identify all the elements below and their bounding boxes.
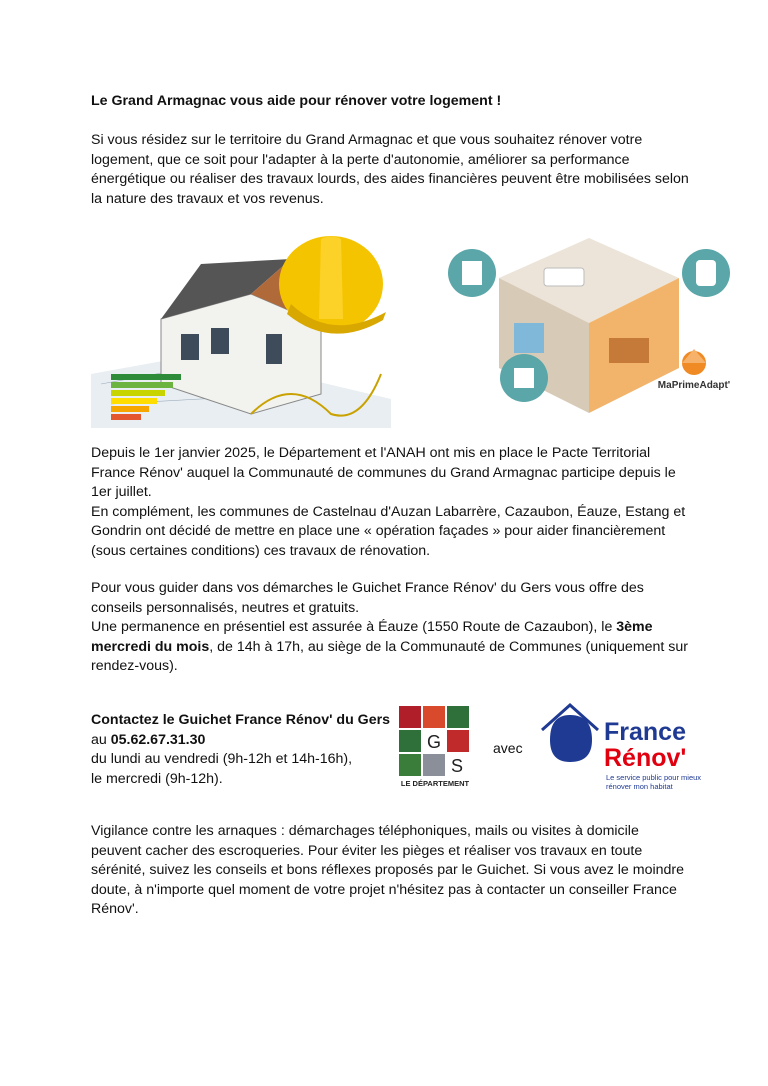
maprime-logo-text: MaPrimeAdapt' <box>657 380 731 391</box>
contact-heading: Contactez le Guichet France Rénov' du Gers <box>91 712 391 728</box>
guichet-paragraph: Pour vous guider dans vos démarches le Guichet France Rénov' du Gers vous offre des conseils personnalisés, neutres et gratuits. <box>91 580 644 616</box>
permanence-day: 3ème mercredi du mois <box>91 619 653 655</box>
pacte-paragraph: Depuis le 1er janvier 2025, le Département et l'ANAH ont mis en place le Pacte Territorial France Rénov' auquel la Communauté de communes du Grand Armagnac participe depuis le 1er juillet. <box>91 445 676 501</box>
facades-paragraph: En complément, les communes de Castelnau d'Auzan Labarrère, Cazaubon, Éauze, Estang et Gondrin ont décidé de mettre en place une « opération façades » pour aider financièrement (sous certaines conditions) ces travaux de rénovation. <box>91 503 686 559</box>
fr-logo-tagline2: rénover mon habitat <box>606 782 673 791</box>
avec-label: avec <box>493 740 523 756</box>
adapted-rooms-image <box>444 228 734 426</box>
page-title: Le Grand Armagnac vous aide pour rénover votre logement ! <box>91 93 502 109</box>
fr-logo-line1: France <box>604 718 686 746</box>
gers-logo-caption: LE DÉPARTEMENT <box>400 779 470 788</box>
fr-logo-line2: Rénov' <box>604 744 687 772</box>
intro-paragraph: Si vous résidez sur le territoire du Grand Armagnac et que vous souhaitez rénover votre logement, que ce soit pour l'adapter à la perte d'autonomie, améliorer sa performance énergétique ou réaliser des travaux lourds, des aides financières peuvent être mobilisées selon la nature des travaux et vos revenus. <box>91 132 689 207</box>
house-renovation-image <box>91 224 391 428</box>
warning-paragraph: Vigilance contre les arnaques : démarchages téléphoniques, mails ou visites à domicile peuvent cacher des escroqueries. Pour éviter les pièges et réaliser vos travaux en toute sérénité, suivez les conseils et bons réflexes proposés par le Guichet. Si vous avez le moindre doute, à n'importe quel moment de votre projet n'hésitez pas à contacter un conseiller France Rénov'. <box>91 823 685 918</box>
svg-text:G: G <box>427 732 442 752</box>
permanence-paragraph: Une permanence en présentiel est assurée à Éauze (1550 Route de Cazaubon), le 3ème mercredi du mois, de 14h à 17h, au siège de la Communauté de Communes (uniquement sur rendez-vous). <box>91 619 689 675</box>
guichet-section <box>91 579 691 677</box>
contact-hours-weekdays: du lundi au vendredi (9h-12h et 14h-16h), <box>91 751 353 768</box>
svg-text:S: S <box>451 756 464 776</box>
pacte-section <box>91 444 691 562</box>
contact-phone: au 05.62.67.31.30 <box>91 731 206 748</box>
gers-department-logo <box>399 706 471 788</box>
fr-logo-tagline1: Le service public pour mieux <box>606 773 702 782</box>
contact-block <box>91 711 391 789</box>
contact-hours-wednesday: le mercredi (9h-12h). <box>91 770 223 787</box>
phone-number[interactable]: 05.62.67.31.30 <box>110 731 206 748</box>
france-renov-logo <box>540 700 730 795</box>
